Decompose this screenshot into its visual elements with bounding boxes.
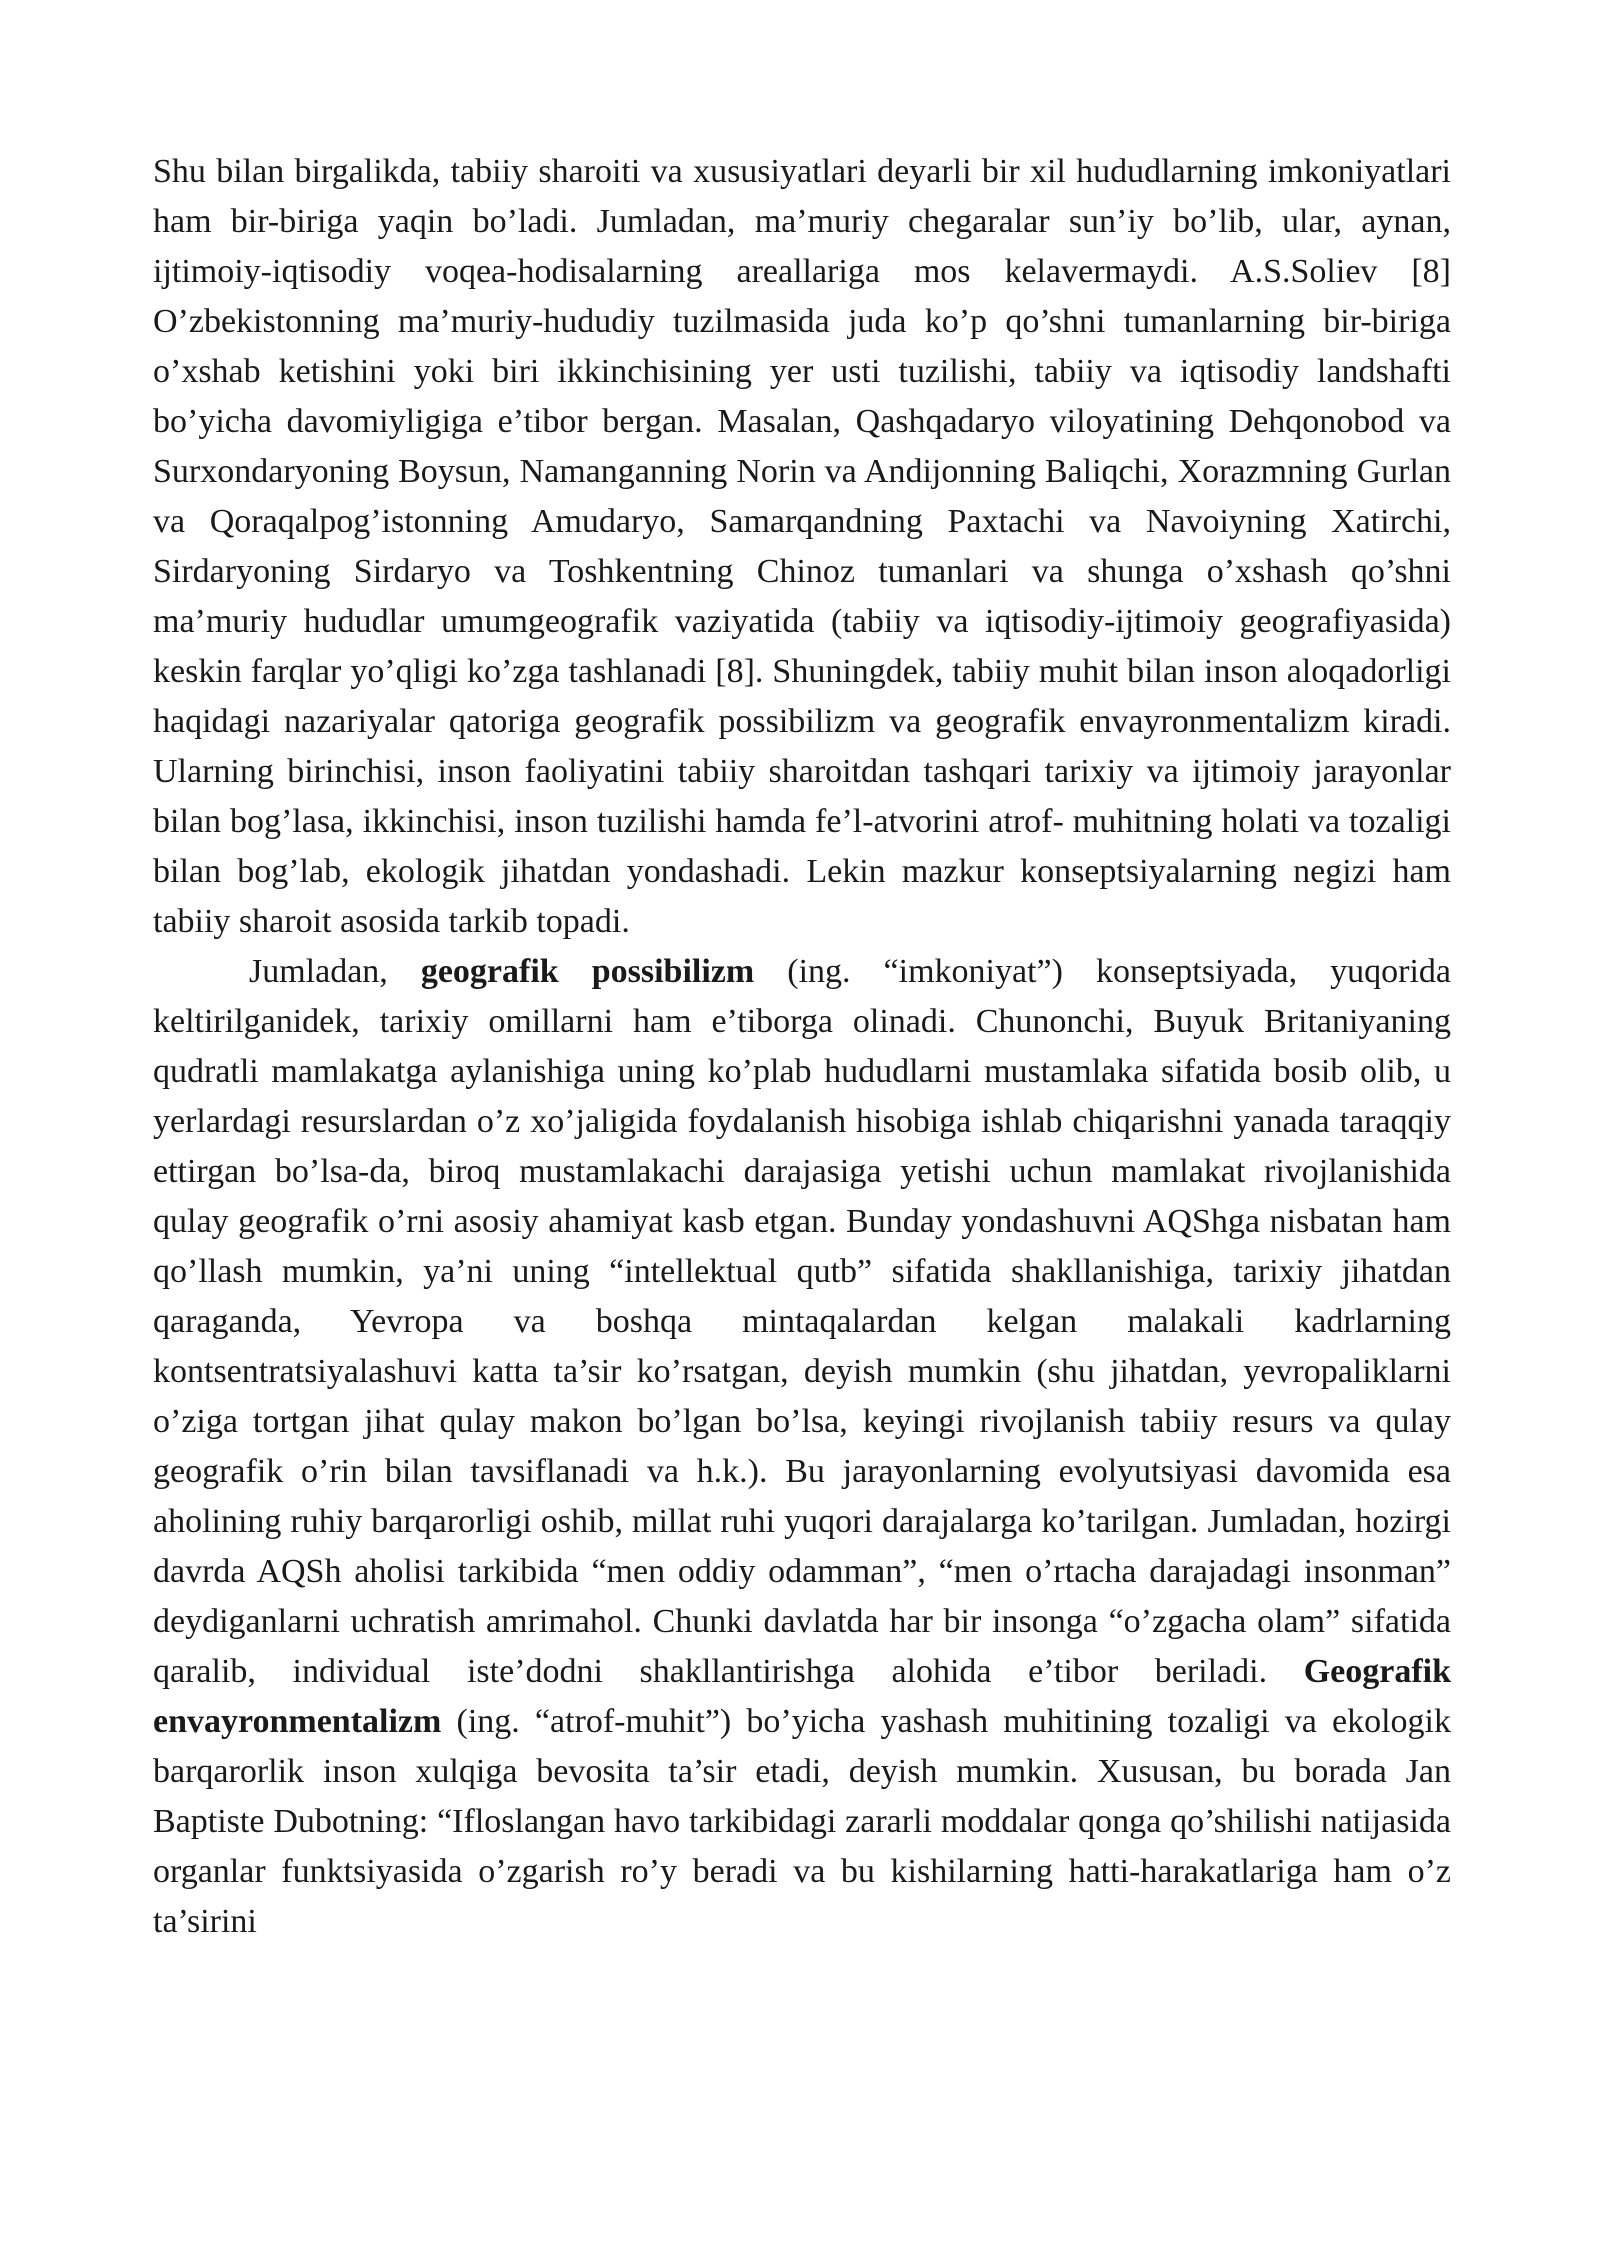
document-page [153,147,1451,1947]
paragraph-text: (ing. “imkoniyat”) konseptsiyada, yuqorida keltirilganidek, tarixiy omillarni ham e’tiborga olinadi. Chunonchi, Buyuk Britaniyaning qudratli mamlakatga aylanishiga uning ko’plab hududlarni mustamlaka sifatida bosib olib, u yerlardagi resurslardan o’z xo’jaligida foydalanish hisobiga ishlab chiqarishni yanada taraqqiy ettirgan bo’lsa-da, biroq mustamlakachi darajasiga yetishi uchun mamlakat rivojlanishida qulay geografik o’rni asosiy ahamiyat kasb etgan. Bunday yondashuvni AQShga nisbatan ham qo’llash mumkin, ya’ni uning “intellektual qutb” sifatida shakllanishiga, tarixiy jihatdan qaraganda, Yevropa va boshqa mintaqalardan kelgan malakali kadrlarning kontsentratsiyalashuvi katta ta’sir ko’rsatgan, deyish mumkin (shu jihatdan, yevropaliklarni o’ziga tortgan jihat qulay makon bo’lgan bo’lsa, keyingi rivojlanish tabiiy resurs va qulay geografik o’rin bilan tavsiflanadi va h.k.). Bu jarayonlarning evolyutsiyasi davomida esa aholining ruhiy barqarorligi oshib, millat ruhi yuqori darajalarga ko’tarilgan. Jumladan, hozirgi davrda AQSh aholisi tarkibida “men oddiy odamman”, “men o’rtacha darajadagi insonman” deydiganlarni uchratish amrimahol. Chunki davlatda har bir insonga “o’zgacha olam” sifatida qaralib, individual iste’dodni shakllantirishga alohida e’tibor beriladi. [153,953,1451,1690]
term-geographic-possibilism: geografik possibilizm [420,953,755,990]
paragraph-soliev-observation [153,147,1451,947]
paragraph-text: (ing. “atrof-muhit”) bo’yicha yashash muhitining tozaligi va ekologik barqarorlik inson xulqiga bevosita ta’sir etadi, deyish mumkin. Xususan, bu borada Jan Baptiste Dubotning: “Ifloslangan havo tarkibidagi zararli moddalar qonga qo’shilishi natijasida organlar funktsiyasida o’zgarish ro’y beradi va bu kishilarning hatti-harakatlariga ham o’z ta’sirini [153,1703,1451,1940]
paragraph-text: Shu bilan birgalikda, tabiiy sharoiti va xususiyatlari deyarli bir xil hududlarning imkoniyatlari ham bir-biriga yaqin bo’ladi. Jumladan, ma’muriy chegaralar sun’iy bo’lib, ular, aynan, ijtimoiy-iqtisodiy voqea-hodisalarning areallariga mos kelavermaydi. A.S.Soliev [8] O’zbekistonning ma’muriy-hududiy tuzilmasida juda ko’p qo’shni tumanlarning bir-biriga o’xshab ketishini yoki biri ikkinchisining yer usti tuzilishi, tabiiy va iqtisodiy landshafti bo’yicha davomiyligiga e’tibor bergan. Masalan, Qashqadaryo viloyatining Dehqonobod va Surxondaryoning Boysun, Namanganning Norin va Andijonning Baliqchi, Xorazmning Gurlan va Qoraqalpog’istonning Amudaryo, Samarqandning Paxtachi va Navoiyning Xatirchi, Sirdaryoning Sirdaryo va Toshkentning Chinoz tumanlari va shunga o’xshash qo’shni ma’muriy hududlar umumgeografik vaziyatida (tabiiy va iqtisodiy-ijtimoiy geografiyasida) keskin farqlar yo’qligi ko’zga tashlanadi [8]. Shuningdek, tabiiy muhit bilan inson aloqadorligi haqidagi nazariyalar qatoriga geografik possibilizm va geografik envayronmentalizm kiradi. Ularning birinchisi, inson faoliyatini tabiiy sharoitdan tashqari tarixiy va ijtimoiy jarayonlar bilan bog’lasa, ikkinchisi, inson tuzilishi hamda fe’l-atvorini atrof- muhitning holati va tozaligi bilan bog’lab, ekologik jihatdan yondashadi. Lekin mazkur konseptsiyalarning negizi ham tabiiy sharoit asosida tarkib topadi. [153,153,1451,940]
term-geographic-environmentalism: Geografik envayronmentalizm [153,1653,1451,1740]
paragraph-possibilism-environmentalism [153,947,1451,1947]
paragraph-text: Jumladan, [249,953,421,990]
